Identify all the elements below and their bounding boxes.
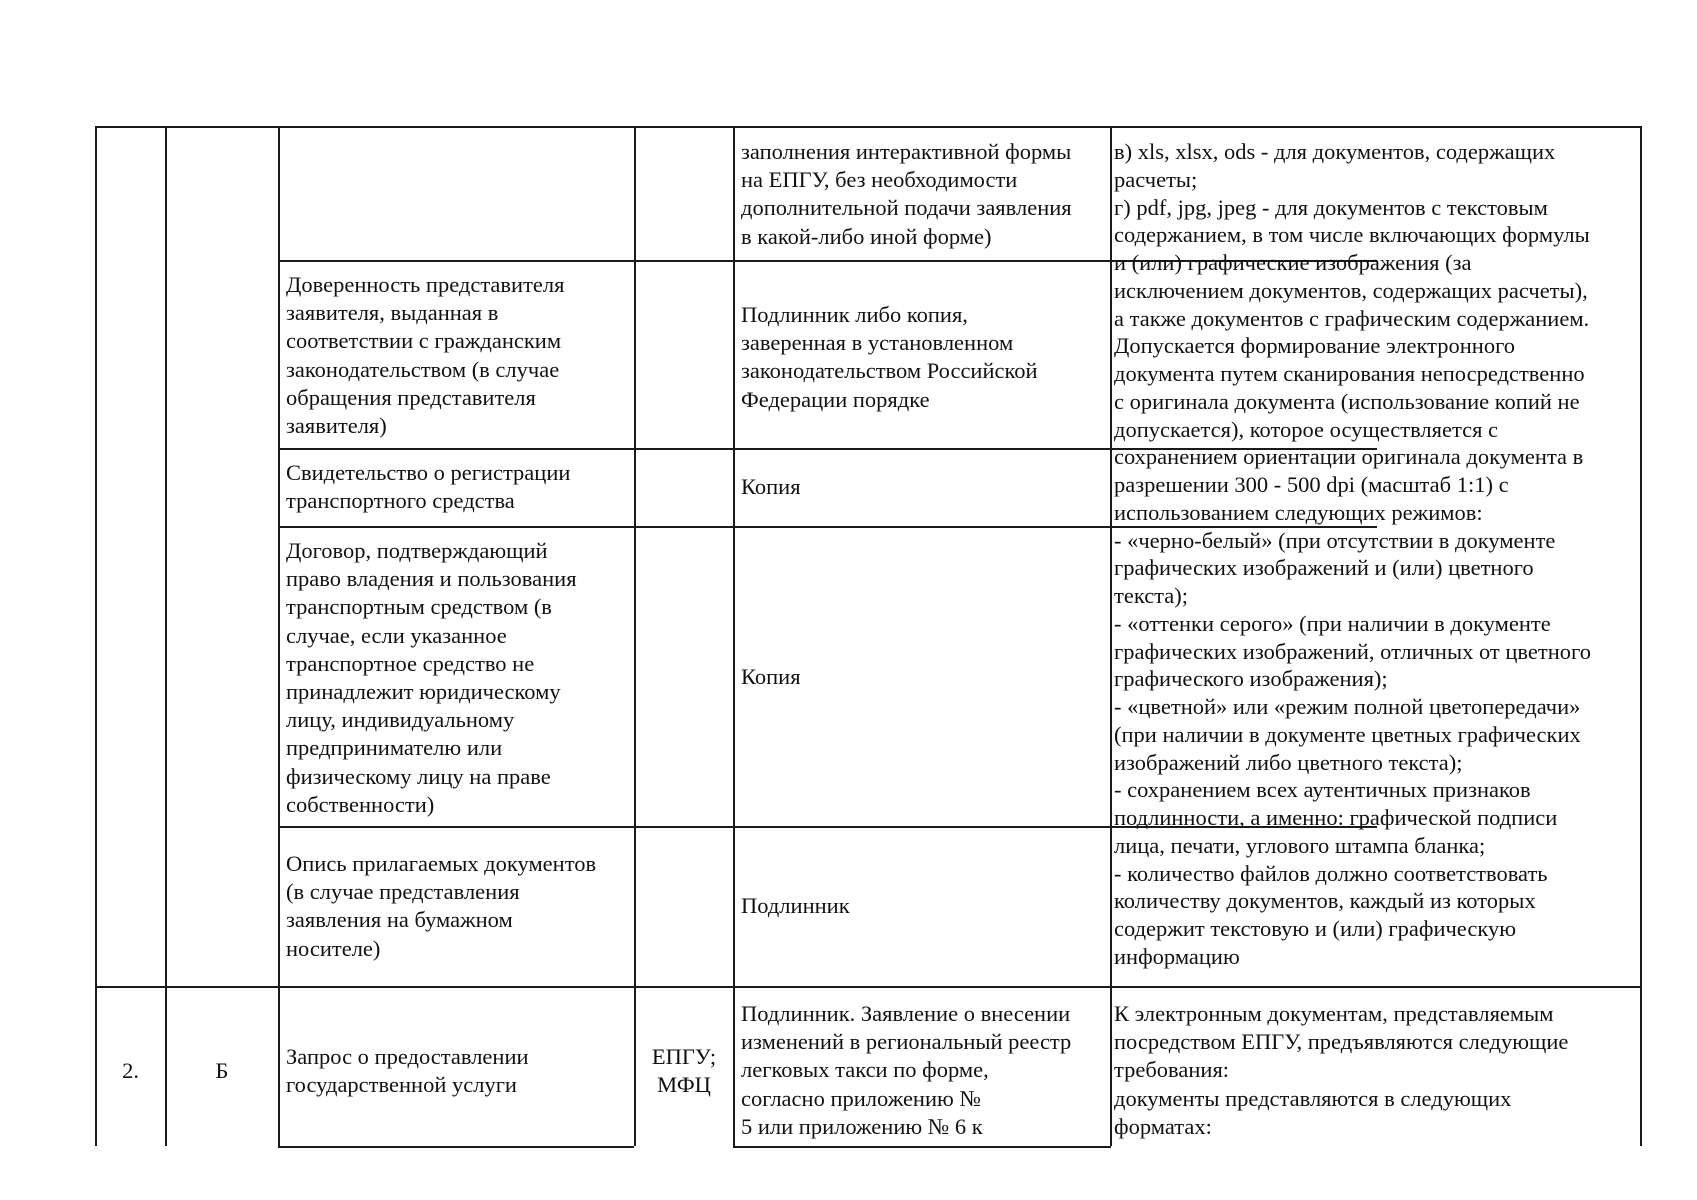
doc-form-cell: Подлинник xyxy=(741,893,850,918)
request-document-cell: Запрос о предоставлении государственной услуги xyxy=(286,1044,529,1098)
doc-name-cell: Доверенность представителя заявителя, выданная в соответствии с гражданским законодательством (в случае обращения представителя заявителя) xyxy=(286,272,565,439)
doc-name-cell: Свидетельство о регистрации транспортного средства xyxy=(286,460,571,514)
submission-channel-cell: ЕПГУ; МФЦ xyxy=(651,1044,717,1098)
grid-line-left xyxy=(95,126,97,1146)
grid-line-row2-top xyxy=(95,986,1641,988)
format-requirements-cell: в) xls, xlsx, ods - для документов, содержащих расчеты; г) pdf, jpg, jpeg - для документов с текстовым содержанием, в том числе включающих формулы и (или) графические изображения (за исключением документов, содержащих расчеты), а также документов с графическим содержанием. Допускается формирование электронного документа путем сканирования непосредственно с оригинала документа (использование копий не допускается), которое осуществляется с сохранением ориентации оригинала документа в разрешении 300 - 500 dpi (масштаб 1:1) с использованием следующих режимов: - «черно-белый» (при отсутствии в документе графических изображений и (или) цветного текста); - «оттенки серого» (при наличии в документе графических изображений, отличных от цветного графического изображения); - «цветной» или «режим полной цветопередачи» (при наличии в документе цветных графических изображений либо цветного текста); - сохранением всех аутентичных признаков подлинности, а именно: графической подписи лица, печати, углового штампа бланка; - количество файлов должно соответствовать количеству документов, каждый из которых содержит текстовую и (или) графическую информацию xyxy=(1114,139,1591,969)
doc-form-cell: заполнения интерактивной формы на ЕПГУ, без необходимости дополнительной подачи заявления в какой-либо иной форме) xyxy=(741,139,1072,249)
grid-line xyxy=(165,126,167,1146)
doc-form-cell: Копия xyxy=(741,664,801,689)
doc-form-cell: Подлинник либо копия, заверенная в установленном законодательством Российской Федерации порядке xyxy=(741,302,1038,412)
grid-line xyxy=(733,126,735,1146)
doc-name-cell: Договор, подтверждающий право владения и пользования транспортным средством (в случае, если указанное транспортное средство не принадлежит юридическому лицу, индивидуальному предпринимателю или физическому лицу на праве собственности) xyxy=(286,538,577,817)
grid-line xyxy=(634,126,636,1146)
grid-line-top xyxy=(95,126,1641,128)
grid-line xyxy=(733,1146,1111,1148)
doc-name-cell: Опись прилагаемых документов (в случае представления заявления на бумажном носителе) xyxy=(286,851,597,961)
grid-line xyxy=(278,1146,634,1148)
row-letter: Б xyxy=(215,1058,229,1083)
doc-form-cell: Копия xyxy=(741,474,801,499)
electronic-requirements-cell: К электронным документам, представляемым посредством ЕПГУ, предъявляются следующие требования: документы представляются в следующих форматах: xyxy=(1114,1001,1569,1139)
request-form-cell: Подлинник. Заявление о внесении изменений в региональный реестр легковых такси по форме, согласно приложению № 5 или приложению № 6 к xyxy=(741,1001,1072,1139)
row-number: 2. xyxy=(122,1058,139,1083)
